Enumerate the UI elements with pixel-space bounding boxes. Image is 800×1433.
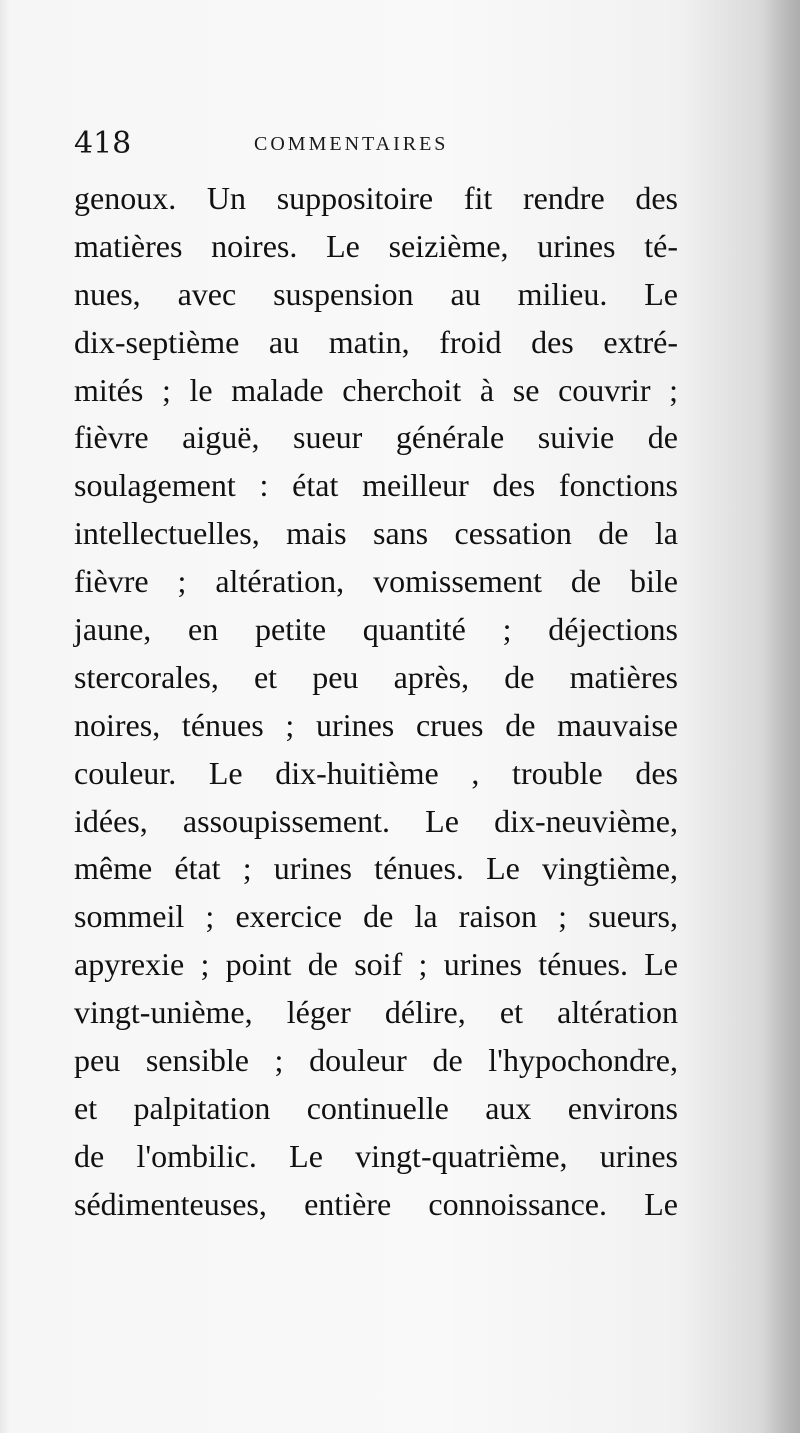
text-line: nues, avec suspension au milieu. Le bbox=[74, 275, 678, 312]
text-line: noires, ténues ; urines crues de mauvaise bbox=[74, 706, 678, 743]
text-line: de l'ombilic. Le vingt-quatrième, urines bbox=[74, 1137, 678, 1174]
text-line: intellectuelles, mais sans cessation de la bbox=[74, 515, 678, 552]
text-line: fièvre aiguë, sueur générale suivie de bbox=[74, 419, 678, 456]
text-line: soulagement : état meilleur des fonctions bbox=[74, 467, 678, 504]
text-line: stercorales, et peu après, de matières bbox=[74, 658, 678, 695]
text-line: peu sensible ; douleur de l'hypochondre, bbox=[74, 1042, 678, 1079]
text-line: vingt-unième, léger délire, et altération bbox=[74, 994, 678, 1031]
text-line: matières noires. Le seizième, urines té- bbox=[74, 227, 678, 264]
text-line: couleur. Le dix-huitième , trouble des bbox=[74, 754, 678, 791]
text-line: même état ; urines ténues. Le vingtième, bbox=[74, 850, 678, 887]
page-gutter-shadow bbox=[762, 0, 800, 1433]
running-head: COMMENTAIRES bbox=[254, 133, 449, 155]
page-header bbox=[74, 124, 674, 164]
text-line: jaune, en petite quantité ; déjections bbox=[74, 611, 678, 648]
body-text bbox=[74, 175, 678, 1229]
text-line: mités ; le malade cherchoit à se couvrir ; bbox=[74, 371, 678, 408]
text-line: apyrexie ; point de soif ; urines ténues. Le bbox=[74, 946, 678, 983]
text-line: idées, assoupissement. Le dix-neuvième, bbox=[74, 802, 678, 839]
page-number: 418 bbox=[74, 126, 132, 161]
text-line: et palpitation continuelle aux environs bbox=[74, 1089, 678, 1126]
text-line: fièvre ; altération, vomissement de bile bbox=[74, 563, 678, 600]
text-line: sédimenteuses, entière connoissance. Le bbox=[74, 1185, 678, 1222]
text-line: genoux. Un suppositoire fit rendre des bbox=[74, 180, 678, 216]
page-left-edge bbox=[0, 0, 10, 1433]
text-line: sommeil ; exercice de la raison ; sueurs, bbox=[74, 898, 678, 935]
text-line: dix-septième au matin, froid des extré- bbox=[74, 323, 678, 360]
